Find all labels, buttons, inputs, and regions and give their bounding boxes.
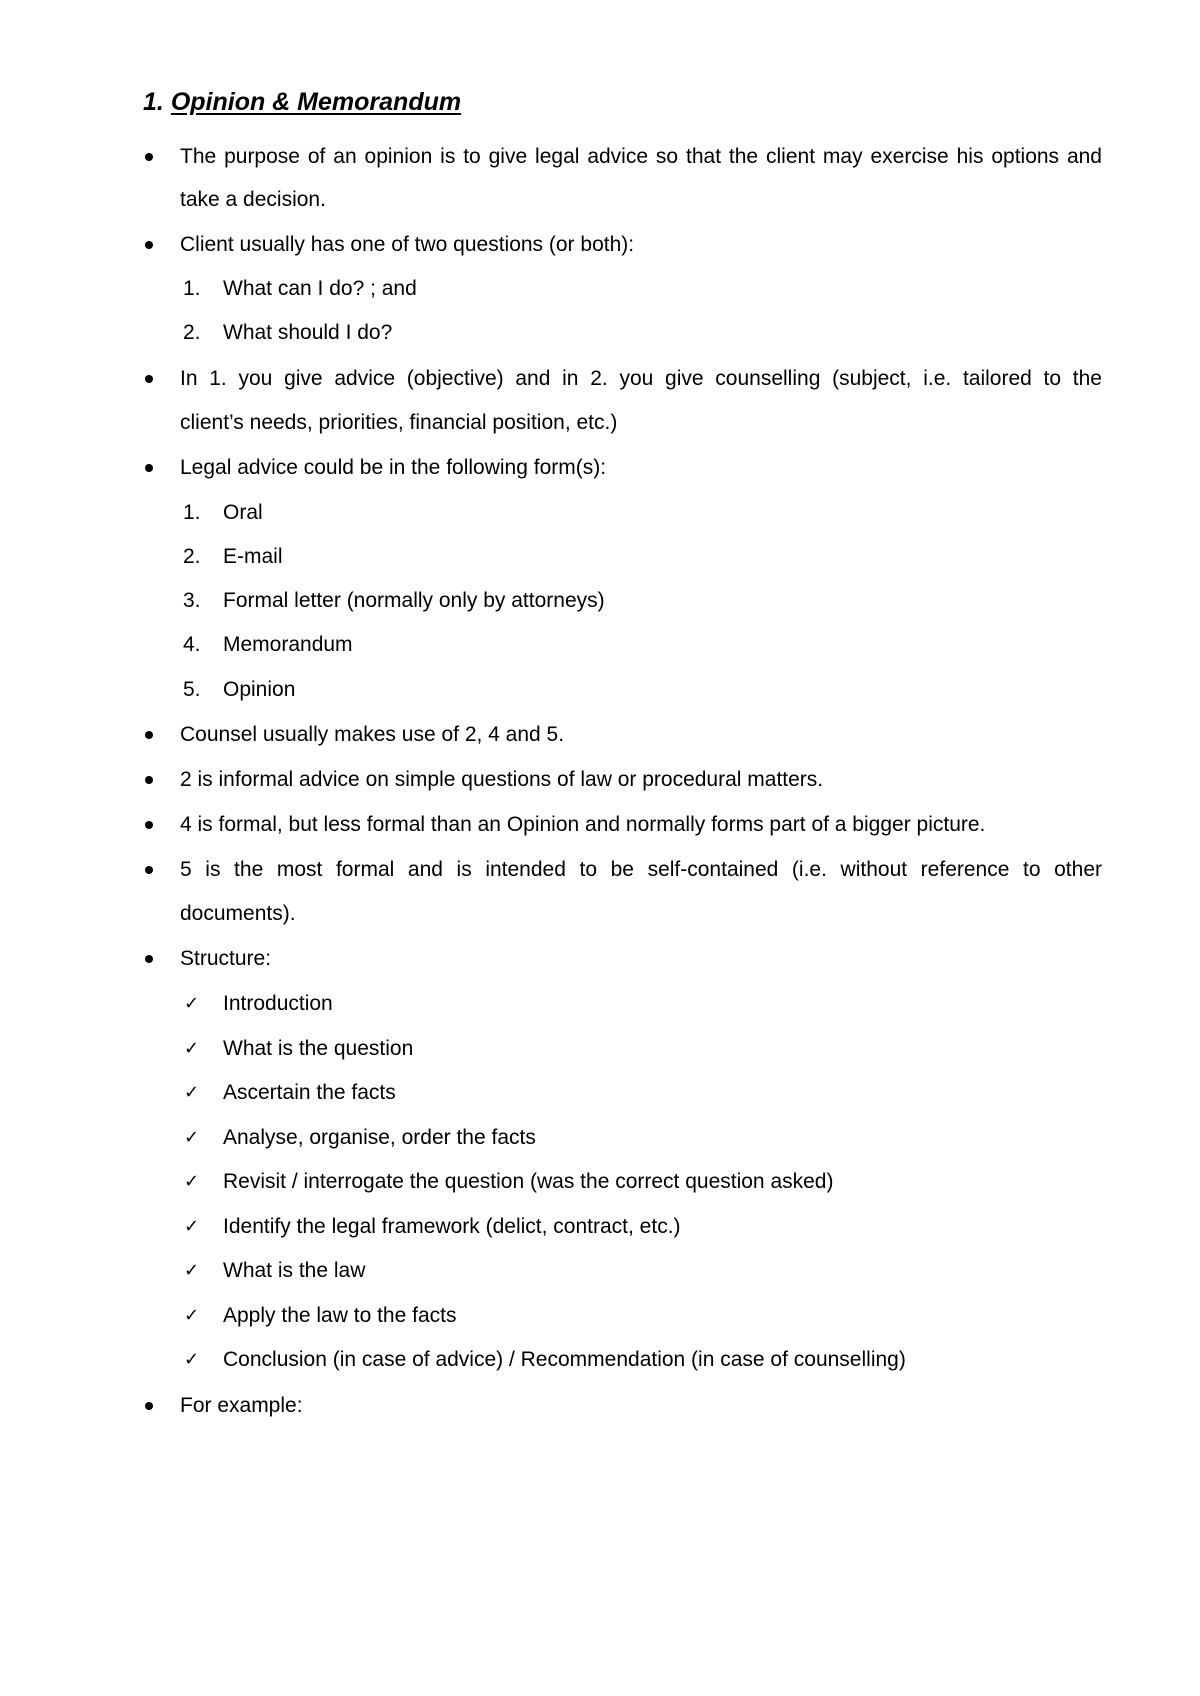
bullet-dot-icon <box>143 766 155 794</box>
structure-item: Conclusion (in case of advice) / Recommendation (in case of counselling) <box>223 1348 906 1371</box>
bullet-dot-icon <box>143 231 155 259</box>
question-item: What can I do? ; and <box>223 277 417 300</box>
check-mark-icon: ✓ <box>184 1127 200 1148</box>
form-item: Memorandum <box>223 633 353 656</box>
bullet-dot-icon <box>143 143 155 171</box>
bullet-dot-icon <box>143 721 155 749</box>
check-mark-icon: ✓ <box>184 1171 200 1192</box>
check-mark-icon: ✓ <box>184 1260 200 1281</box>
purpose-line-1: The purpose of an opinion is to give legal advice so that the client may exercise his options and <box>180 145 1102 168</box>
check-mark-icon: ✓ <box>184 1038 200 1059</box>
check-mark-icon: ✓ <box>184 1349 200 1370</box>
check-mark-icon: ✓ <box>184 1305 200 1326</box>
advice-line-2: client’s needs, priorities, financial position, etc.) <box>180 411 618 434</box>
question-number: 1. <box>183 277 201 300</box>
structure-item: What is the question <box>223 1037 414 1060</box>
counsel-use-text: Counsel usually makes use of 2, 4 and 5. <box>180 723 565 746</box>
client-questions-text: Client usually has one of two questions (or both): <box>180 233 635 256</box>
form-number: 2. <box>183 545 201 568</box>
form-number: 3. <box>183 589 201 612</box>
form-item: E-mail <box>223 545 283 568</box>
structure-item: What is the law <box>223 1259 366 1282</box>
form-number: 4. <box>183 633 201 656</box>
point-4-text: 4 is formal, but less formal than an Opinion and normally forms part of a bigger picture. <box>180 813 986 836</box>
point-5-line-1: 5 is the most formal and is intended to be self-contained (i.e. without reference to other <box>180 858 1102 881</box>
structure-item: Identify the legal framework (delict, contract, etc.) <box>223 1215 681 1238</box>
purpose-line-2: take a decision. <box>180 188 326 211</box>
form-item: Opinion <box>223 678 296 701</box>
advice-line-1: In 1. you give advice (objective) and in 2. you give counselling (subject, i.e. tailored to the <box>180 367 1102 390</box>
form-item: Oral <box>223 501 263 524</box>
question-number: 2. <box>183 321 201 344</box>
check-mark-icon: ✓ <box>184 993 200 1014</box>
section-number: 1. <box>143 88 164 116</box>
example-label: For example: <box>180 1394 303 1417</box>
bullet-dot-icon <box>143 945 155 973</box>
form-number: 1. <box>183 501 201 524</box>
bullet-dot-icon <box>143 1392 155 1420</box>
bullet-dot-icon <box>143 365 155 393</box>
structure-item: Analyse, organise, order the facts <box>223 1126 536 1149</box>
check-mark-icon: ✓ <box>184 1082 200 1103</box>
section-heading: Opinion & Memorandum <box>170 88 462 116</box>
structure-item: Revisit / interrogate the question (was the correct question asked) <box>223 1170 834 1193</box>
bullet-dot-icon <box>143 454 155 482</box>
bullet-dot-icon <box>143 856 155 884</box>
forms-intro-text: Legal advice could be in the following form(s): <box>180 456 607 479</box>
point-5-line-2: documents). <box>180 902 296 925</box>
question-item: What should I do? <box>223 321 393 344</box>
structure-item: Introduction <box>223 992 333 1015</box>
section-title <box>143 86 461 118</box>
form-item: Formal letter (normally only by attorneys) <box>223 589 605 612</box>
form-number: 5. <box>183 678 201 701</box>
structure-item: Ascertain the facts <box>223 1081 396 1104</box>
structure-item: Apply the law to the facts <box>223 1304 457 1327</box>
point-2-text: 2 is informal advice on simple questions of law or procedural matters. <box>180 768 824 791</box>
bullet-dot-icon <box>143 811 155 839</box>
check-mark-icon: ✓ <box>184 1216 200 1237</box>
structure-label: Structure: <box>180 947 272 970</box>
